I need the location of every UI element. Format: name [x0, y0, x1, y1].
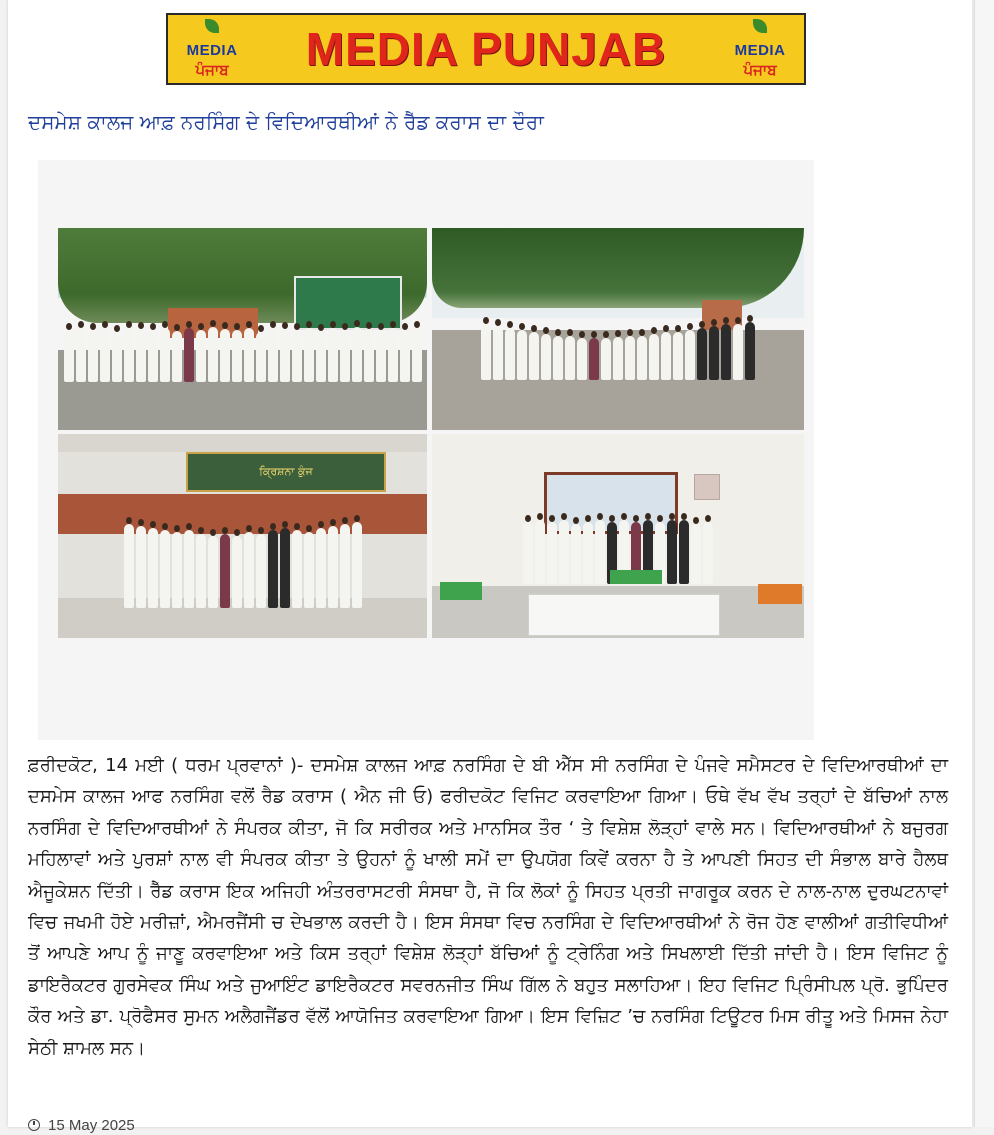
- group-photo-outdoor-circle: [432, 228, 804, 430]
- scroll-gutter: [974, 0, 994, 1127]
- leaf-icon: [205, 19, 219, 33]
- masthead-logo[interactable]: [166, 13, 806, 85]
- masthead-title: MEDIA PUNJAB: [305, 23, 667, 75]
- group-photo-indoor-banner: [58, 434, 427, 638]
- article-headline[interactable]: ਦਸਮੇਸ਼ ਕਾਲਜ ਆਫ਼ ਨਰਸਿੰਗ ਦੇ ਵਿਦਿਆਰਥੀਆਂ ਨੇ ਰੈੱਡ ਕਰਾਸ ਦਾ ਦੌਰਾ: [28, 110, 544, 134]
- badge-punjabi-text: ਪੰਜਾਬ: [743, 61, 777, 79]
- badge-media-text: MEDIA: [186, 42, 238, 59]
- publish-date: [28, 1115, 328, 1135]
- group-photo-outdoor-sign: [58, 228, 427, 430]
- article-paragraph: ਫ਼ਰੀਦਕੋਟ, 14 ਮਈ ( ਧਰਮ ਪ੍ਰਵਾਨਾਂ )- ਦਸਮੇਸ਼ ਕਾਲਜ ਆਫ਼ ਨਰਸਿੰਗ ਦੇ ਬੀ ਐੱਸ ਸੀ ਨਰਸਿੰਗ ਦੇ ਪੰਜਵੇ ਸਮੈਸਟਰ ਦੇ ਵਿਦਿਆਰਥੀਆਂ ਦਾ ਦਸਮੇਸ ਕਾਲਜ ਆਫ ਨਰਸਿੰਗ ਵਲੋਂ ਰੈਡ ਕਰਾਸ ( ਐਨ ਜੀ ਓ) ਫਰੀਦਕੋਟ ਵਿਜਿਟ ਕਰਵਾਇਆ ਗਿਆ। ਓਥੇ ਵੱਖ ਵੱਖ ਤਰ੍ਹਾਂ ਦੇ ਬੱਚਿਆਂ ਨਾਲ ਨਰਸਿੰਗ ਦੇ ਵਿਦਿਆਰਥੀਆਂ ਨੇ ਸੰਪਰਕ ਕੀਤਾ, ਜੋ ਕਿ ਸਰੀਰਕ ਅਤੇ ਮਾਨਸਿਕ ਤੌਰ ‘ ਤੇ ਵਿਸ਼ੇਸ਼ ਲੋੜ੍ਹਾਂ ਵਾਲੇ ਸਨ। ਵਿਦਿਆਰਥੀਆਂ ਨੇ ਬਜੁਰਗ ਮਹਿਲਾਵਾਂ ਅਤੇ ਪੁਰਸ਼ਾਂ ਨਾਲ ਵੀ ਸੰਪਰਕ ਕੀਤਾ ਤੇ ਉਹਨਾਂ ਨੂੰ ਖਾਲੀ ਸਮੇਂ ਦਾ ਉਪਯੋਗ ਕਿਵੇਂ ਕਰਨਾ ਹੈ ਤੇ ਆਪਣੀ ਸਿਹਤ ਦੀ ਸੰਭਾਲ ਬਾਰੇ ਹੈਲਥ ਐਜੂਕੇਸ਼ਨ ਦਿੱਤੀ। ਰੈੱਡ ਕਰਾਸ ਇਕ ਅਜਿਹੀ ਅੰਤਰਰਾਸਟਰੀ ਸੰਸਥਾ ਹੈ, ਜੋ ਕਿ ਲੋਕਾਂ ਨੂੰ ਸਿਹਤ ਪ੍ਰਤੀ ਜਾਗਰੂਕ ਕਰਨ ਦੇ ਨਾਲ-ਨਾਲ ਦੁਰਘਟਨਾਵਾਂ ਵਿਚ ਜਖਮੀ ਹੋਏ ਮਰੀਜ਼ਾਂ, ਐਮਰਜੈਂਸੀ ਚ ਦੇਖਭਾਲ ਕਰਦੀ ਹੈ। ਇਸ ਸੰਸਥਾ ਵਿਚ ਨਰਸਿੰਗ ਦੇ ਵਿਦਿਆਰਥੀਆਂ ਨੇ ਰੋਜ ਹੋਣ ਵਾਲੀਆਂ ਗਤੀਵਿਧੀਆਂ ਤੋਂ ਆਪਣੇ ਆਪ ਨੂੰ ਜਾਣੂ ਕਰਵਾਇਆ ਅਤੇ ਕਿਸ ਤਰ੍ਹਾਂ ਵਿਸ਼ੇਸ਼ ਲੋੜ੍ਹਾਂ ਬੱਚਿਆਂ ਨੂੰ ਟ੍ਰੇਨਿੰਗ ਅਤੇ ਸਿਖਲਾਈ ਦਿੱਤੀ ਜਾਂਦੀ ਹੈ। ਇਸ ਵਿਜਿਟ ਨੂੰ ਡਾਇਰੈਕਟਰ ਗੁਰਸੇਵਕ ਸਿੰਘ ਅਤੇ ਜੁਆਇੰਟ ਡਾਇਰੈਕਟਰ ਸਵਰਨਜੀਤ ਸਿੰਘ ਗਿੱਲ ਨੇ ਬਹੁਤ ਸਲਾਹਿਆ। ਇਹ ਵਿਜਿਟ ਪ੍ਰਿੰਸੀਪਲ ਪ੍ਰੋ. ਭੁਪਿੰਦਰ ਕੌਰ ਅਤੇ ਡਾ. ਪ੍ਰੋਫੈਸਰ ਸੁਮਨ ਅਲੈਗਜੈਂਡਰ ਵੱਲੋਂ ਆਯੋਜਿਤ ਕਰਵਾਇਆ ਗਿਆ। ਇਸ ਵਿਜ਼ਿਟ ’ਚ ਨਰਸਿੰਗ ਟਿਊਟਰ ਮਿਸ ਰੀਤੂ ਅਤੇ ਮਿਸਜ ਨੇਹਾ ਸੇਠੀ ਸ਼ਾਮਲ ਸਨ।: [28, 755, 948, 1059]
- leaf-icon: [753, 19, 767, 33]
- group-photo-classroom: [432, 434, 804, 638]
- krishna-kunj-banner: ਕ੍ਰਿਸ਼ਨਾ ਕੁੰਜ: [186, 452, 386, 492]
- media-punjab-badge-right: [720, 19, 800, 81]
- badge-punjabi-text: ਪੰਜਾਬ: [195, 61, 229, 79]
- clock-icon: [28, 1119, 40, 1131]
- article-body: [28, 750, 948, 1064]
- publish-date-text: 15 May 2025: [48, 1116, 135, 1134]
- media-punjab-badge-left: [172, 19, 252, 81]
- badge-media-text: MEDIA: [734, 42, 786, 59]
